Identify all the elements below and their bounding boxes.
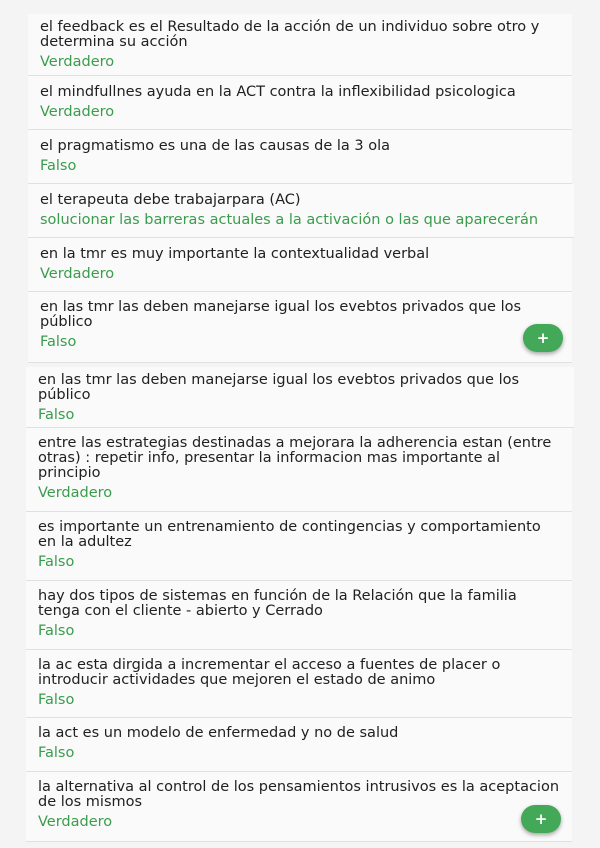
- list-item[interactable]: [26, 718, 572, 772]
- answer-text: Verdadero: [38, 814, 113, 830]
- list-item[interactable]: [26, 512, 572, 581]
- answer-text: Verdadero: [40, 104, 115, 120]
- add-card-button[interactable]: +: [521, 805, 561, 833]
- list-item[interactable]: [26, 428, 572, 512]
- list-item[interactable]: [26, 650, 572, 718]
- list-item[interactable]: [28, 238, 572, 292]
- question-text: la act es un modelo de enfermedad y no de salud: [38, 725, 399, 741]
- answer-text: Falso: [38, 407, 75, 423]
- answer-text: Verdadero: [38, 485, 113, 501]
- question-text: el mindfullnes ayuda en la ACT contra la inflexibilidad psicologica: [40, 84, 516, 100]
- question-text: es importante un entrenamiento de contingencias y comportamiento en la adultez: [38, 519, 541, 550]
- list-item[interactable]: [26, 367, 574, 428]
- question-text: en la tmr es muy importante la contextualidad verbal: [40, 246, 430, 262]
- answer-text: Falso: [40, 334, 77, 350]
- question-text: hay dos tipos de sistemas en función de la Relación que la familia tenga con el cliente - abierto y Cerrado: [38, 588, 517, 619]
- question-text: en las tmr las deben manejarse igual los evebtos privados que los público: [40, 299, 522, 330]
- answer-text: Verdadero: [40, 54, 115, 70]
- question-text: la alternativa al control de los pensamientos intrusivos es la aceptacion de los mismos: [38, 779, 560, 810]
- list-item[interactable]: [28, 130, 572, 184]
- list-item[interactable]: [28, 292, 572, 363]
- list-item[interactable]: [28, 14, 572, 76]
- question-text: en las tmr las deben manejarse igual los evebtos privados que los público: [38, 372, 520, 403]
- answer-text: Falso: [38, 692, 75, 708]
- list-item[interactable]: [28, 184, 574, 238]
- list-item[interactable]: [26, 581, 572, 650]
- question-text: el terapeuta debe trabajarpara (AC): [40, 192, 301, 208]
- answer-text: Falso: [38, 623, 75, 639]
- answer-text: Falso: [40, 158, 77, 174]
- question-text: la ac esta dirgida a incrementar el acceso a fuentes de placer o introducir actividades que mejoren el estado de animo: [38, 657, 501, 688]
- question-text: el pragmatismo es una de las causas de la 3 ola: [40, 138, 390, 154]
- question-text: entre las estrategias destinadas a mejorara la adherencia estan (entre otras) : repetir info, presentar la informacion mas importante al principio: [38, 435, 552, 481]
- answer-text: Verdadero: [40, 266, 115, 282]
- answer-text: Falso: [38, 745, 75, 761]
- answer-text: solucionar las barreras actuales a la activación o las que aparecerán: [40, 212, 539, 228]
- question-text: el feedback es el Resultado de la acción de un individuo sobre otro y determina su acción: [40, 19, 540, 50]
- add-card-button[interactable]: +: [523, 324, 563, 352]
- list-item[interactable]: [28, 76, 572, 130]
- answer-text: Falso: [38, 554, 75, 570]
- list-item[interactable]: [26, 772, 572, 842]
